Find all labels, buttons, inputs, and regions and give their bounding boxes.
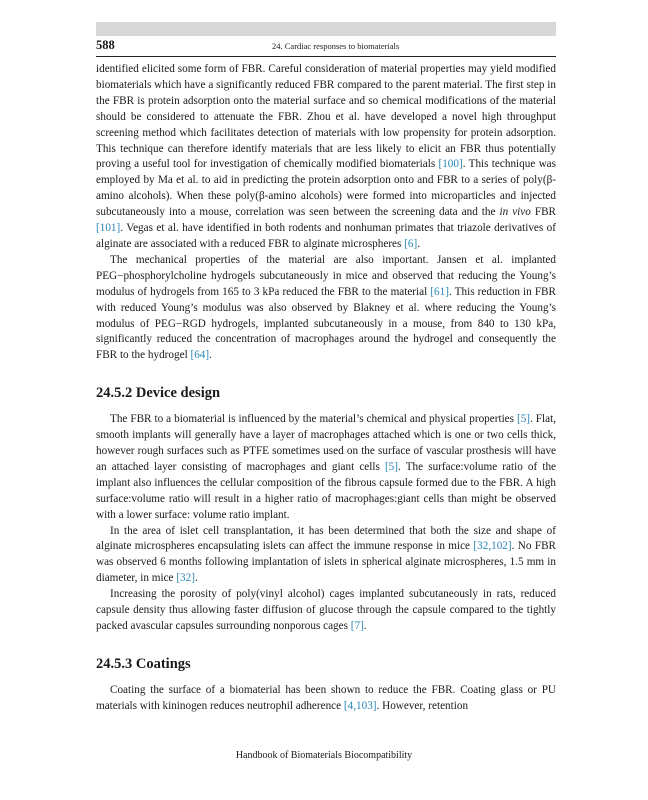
body-paragraph: The mechanical properties of the material are also important. Jansen et al. implanted PEG−phosphorylcholine hydrogels subcutaneously in mice and observed that reducing the Young’s modulus of hydrogels from 165 to 3 kPa reduced the FBR to the material [61]. This reduction in FBR with reduced Young’s modulus was also observed by Blakney et al. where reducing the Young’s modulus of PEG−RGD hydrogels, implanted subcutaneously in a mouse, from 840 to 130 kPa, significantly reduced the concentration of macrophages around the hydrogel and consequently the FBR to the hydrogel [64]. xyxy=(96,253,556,362)
chapter-title: 24. Cardiac responses to biomaterials xyxy=(272,41,400,51)
body-paragraph: identified elicited some form of FBR. Careful consideration of material properties may yield modified biomaterials which have a significantly reduced FBR compared to the parent material. The first step in the FBR is protein adsorption onto the material surface and so chemical modifications of the material should be considered to attenuate the FBR. Zhou et al. have developed a novel high throughput screening method which facilitates detection of materials with low propensity for protein adsorption. This technique can therefore identify materials that are less likely to elicit an FBR thus potentially proving a useful tool for investigation of chemically modified biomaterials [100]. This technique was employed by Ma et al. to aid in predicting the protein adsorption onto and FBR to a series of poly(β-amino alcohols). When these poly(β-amino alcohols) were formed into microparticles and injected subcutaneously into a mouse, correlation was seen between the screening data and the in vivo FBR [101]. Vegas et al. have identified in both rodents and nonhuman primates that triazole derivatives of alginate are associated with a reduced FBR to alginate microspheres [6]. xyxy=(96,63,557,250)
citation-link[interactable]: [5] xyxy=(384,460,398,473)
body-paragraph: Increasing the porosity of poly(vinyl alcohol) cages implanted subcutaneously in rats, reduced capsule density thus allowing faster diffusion of glucose through the capsule compared to the tightly packed avascular capsules surrounding nonporous cages [7]. xyxy=(96,588,556,632)
page-body xyxy=(96,62,556,715)
citation-link[interactable]: [101] xyxy=(96,222,121,235)
page-header xyxy=(96,36,556,57)
body-paragraph: Coating the surface of a biomaterial has been shown to reduce the FBR. Coating glass or PU materials with kininogen reduces neutrophil adherence [4,103]. However, retention xyxy=(96,683,556,712)
page-footer: Handbook of Biomaterials Biocompatibility xyxy=(235,750,413,761)
citation-link[interactable]: [32] xyxy=(176,572,195,585)
body-paragraph: In the area of islet cell transplantation, it has been determined that both the size and shape of alginate microspheres encapsulating islets can affect the immune response in mice [32,102]. No FBR was observed 6 months following implantation of islets in spherical alginate microspheres, 1.5 mm in diameter, in mice [32]. xyxy=(96,524,556,585)
citation-link[interactable]: [32,102] xyxy=(473,540,512,553)
header-bar xyxy=(96,22,556,36)
citation-link[interactable]: [61] xyxy=(430,285,449,298)
citation-link[interactable]: [5] xyxy=(516,413,531,426)
citation-link[interactable]: [7] xyxy=(350,620,364,632)
citation-link[interactable]: [4,103] xyxy=(343,699,377,712)
citation-link[interactable]: [64] xyxy=(190,349,210,362)
citation-link[interactable]: [6] xyxy=(404,237,418,250)
citation-link[interactable]: [100] xyxy=(438,158,463,171)
section-heading-device-design: 24.5.2 Device design xyxy=(96,385,221,402)
section-heading-coatings: 24.5.3 Coatings xyxy=(96,655,191,672)
body-paragraph: The FBR to a biomaterial is influenced by the material’s chemical and physical properties [5]. Flat, smooth implants will generally have a layer of macrophages attached which is one or two cells thick, however rough surfaces such as PTFE sometimes used on the surface of vascular prosthesis will have an attached layer consisting of macrophages and giant cells [5]. The surface:volume ratio of the implant also influences the cellular composition of the fibrous capsule formed due to the FBR. A high surface:volume ratio will result in a higher ratio of macrophages:giant cells than might be observed with a lower surface: volume ratio implant. xyxy=(96,413,557,521)
page-number: 588 xyxy=(96,38,115,52)
